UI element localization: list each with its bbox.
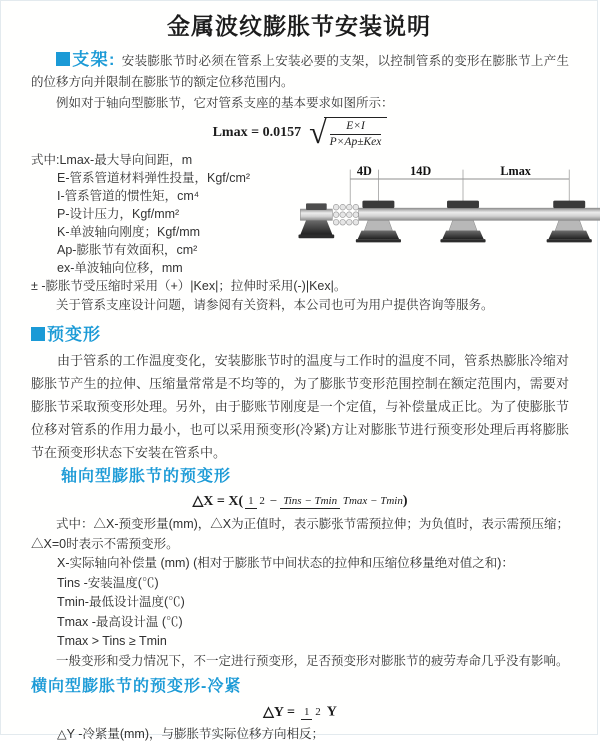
- section-bullet-icon: [56, 52, 70, 66]
- formula-lhs: Lmax = 0.0157: [212, 125, 302, 140]
- where-label: 式中:: [31, 153, 60, 167]
- definition-item: I-管系管道的惯性矩，cm⁴: [57, 189, 200, 203]
- half-denominator: 2: [315, 705, 321, 718]
- definition-item: Tmax -最高设计温 (℃): [57, 614, 183, 629]
- bellows-icon: [333, 204, 358, 225]
- dimension-line: [350, 170, 569, 206]
- formula-lhs: △X = X(: [192, 493, 244, 509]
- pipe-support-diagram: [298, 151, 600, 277]
- half-denominator: 2: [259, 495, 265, 508]
- page-title: 金属波纹膨胀节安装说明: [167, 13, 431, 39]
- dim-label-4d: 4D: [356, 164, 372, 179]
- anchor-support: [299, 203, 335, 238]
- formula-numerator: E×I: [330, 120, 382, 135]
- definition-item: K-单波轴向刚度；Kgf/mm: [57, 225, 201, 239]
- pipe-support: [440, 201, 485, 243]
- axial-where-paragraph: 式中：△X-预变形量(mm)，△X为正值时，表示膨张节需预拉伸；为负值时，表示需预压缩；△X=0时表示不需预变形。: [31, 517, 569, 551]
- lateral-definition: △Y -冷紧量(mm)，与膨胀节实际位移方向相反；: [57, 726, 325, 741]
- definition-item: E-管系管道材料弹性投量，Kgf/cm²: [57, 171, 251, 185]
- definitions-and-diagram: [31, 151, 569, 277]
- predeform-section-heading: [31, 323, 569, 347]
- pipe: [359, 208, 600, 220]
- predeform-paragraph: 由于管系的工作温度变化，安装膨胀节时的温度与工作时的温度不同，管系热膨胀冷缩对膨胀节产生的拉伸、压缩量常常是不均等的，为了膨胀节变形范围控制在额定范围内，需要对膨胀节采取预变形处理。另外，由于膨账节刚度是一个定值，与补偿量成正比。为了使膨胀节位移对管系的作用力最小，也可以采用预变形(冷紧)方让对膨胀节进行预变形处理后再将膨胀节在预变形状态下安装在管系中。: [31, 353, 569, 460]
- plus-minus-note: ± -膨胀节受压缩时采用（+）|Kex|；拉伸时采用(-)|Kex|。: [31, 279, 347, 293]
- support-heading-label: 支架:: [72, 50, 116, 69]
- definition-item: Tmin-最低设计温度(℃): [57, 595, 185, 609]
- pipe-support: [547, 201, 592, 243]
- half-numerator: 1: [245, 495, 257, 509]
- section-bullet-icon: [31, 327, 45, 341]
- formula-denominator: Tmax − Tmin: [342, 495, 403, 508]
- minus-operator: −: [269, 493, 278, 509]
- support-intro-paragraph: [31, 49, 569, 93]
- definition-item: [31, 151, 306, 169]
- pipe-support: [356, 201, 401, 243]
- support-intro-text: 安装膨胀节时必须在管系上安装必要的支架，以控制管系的变形在膨胀节上产生的位移方向并限制在膨胀节的额定位移范围内。: [31, 54, 569, 89]
- formula-numerator: Tins − Tmin: [280, 495, 340, 509]
- definition-item: P-设计压力，Kgf/mm²: [57, 207, 180, 221]
- sqrt-radical: [309, 114, 387, 150]
- formula-rhs: Y: [326, 703, 337, 719]
- axial-note: 一般变形和受力情况下，不一定进行预变形，足否预变形对膨胀节的疲劳寿命几乎没有影响。: [56, 653, 569, 668]
- predeform-heading-label: 预变形: [47, 325, 101, 344]
- formula-close-paren: ): [402, 493, 408, 509]
- definitions-list: [31, 151, 306, 277]
- half-numerator: 1: [301, 706, 313, 720]
- definition-item: Tins -安装温度(℃): [57, 575, 159, 590]
- formula-lhs: △Y =: [263, 704, 295, 720]
- formula-denominator: P×Ap±Kex: [329, 136, 382, 148]
- diagram-svg: [298, 163, 600, 257]
- lateral-formula: [31, 703, 569, 721]
- support-section-heading: [56, 50, 116, 69]
- lateral-subheading: 横向型膨胀节的预变形-冷紧: [31, 677, 242, 695]
- dim-label-14d: 14D: [410, 164, 432, 179]
- definition-text: Lmax-最大导向间距，m: [59, 153, 193, 167]
- definition-item: Ap-膨胀节有效面积，cm²: [57, 243, 198, 257]
- lmax-formula: [31, 114, 569, 150]
- support-example-line: 例如对于轴向型膨胀节，它对管系支座的基本要求如图所示：: [56, 96, 394, 110]
- definition-item: X-实际轴向补偿量 (mm) (相对于膨胀节中间状态的拉伸和压缩位移量绝对值之和)：: [57, 556, 514, 570]
- axial-formula: [31, 492, 569, 510]
- axial-subheading: 轴向型膨胀节的预变形: [61, 468, 232, 485]
- consult-note: 关于管系支座设计问题，请参阅有关资料，本公司也可为用户提供咨询等服务。: [56, 298, 494, 312]
- dim-label-lmax: Lmax: [500, 164, 531, 179]
- definition-item: Tmax > Tins ≥ Tmin: [57, 634, 167, 648]
- radical-sign-icon: √: [309, 114, 327, 150]
- definition-item: ex-单波轴向位移，mm: [57, 261, 183, 275]
